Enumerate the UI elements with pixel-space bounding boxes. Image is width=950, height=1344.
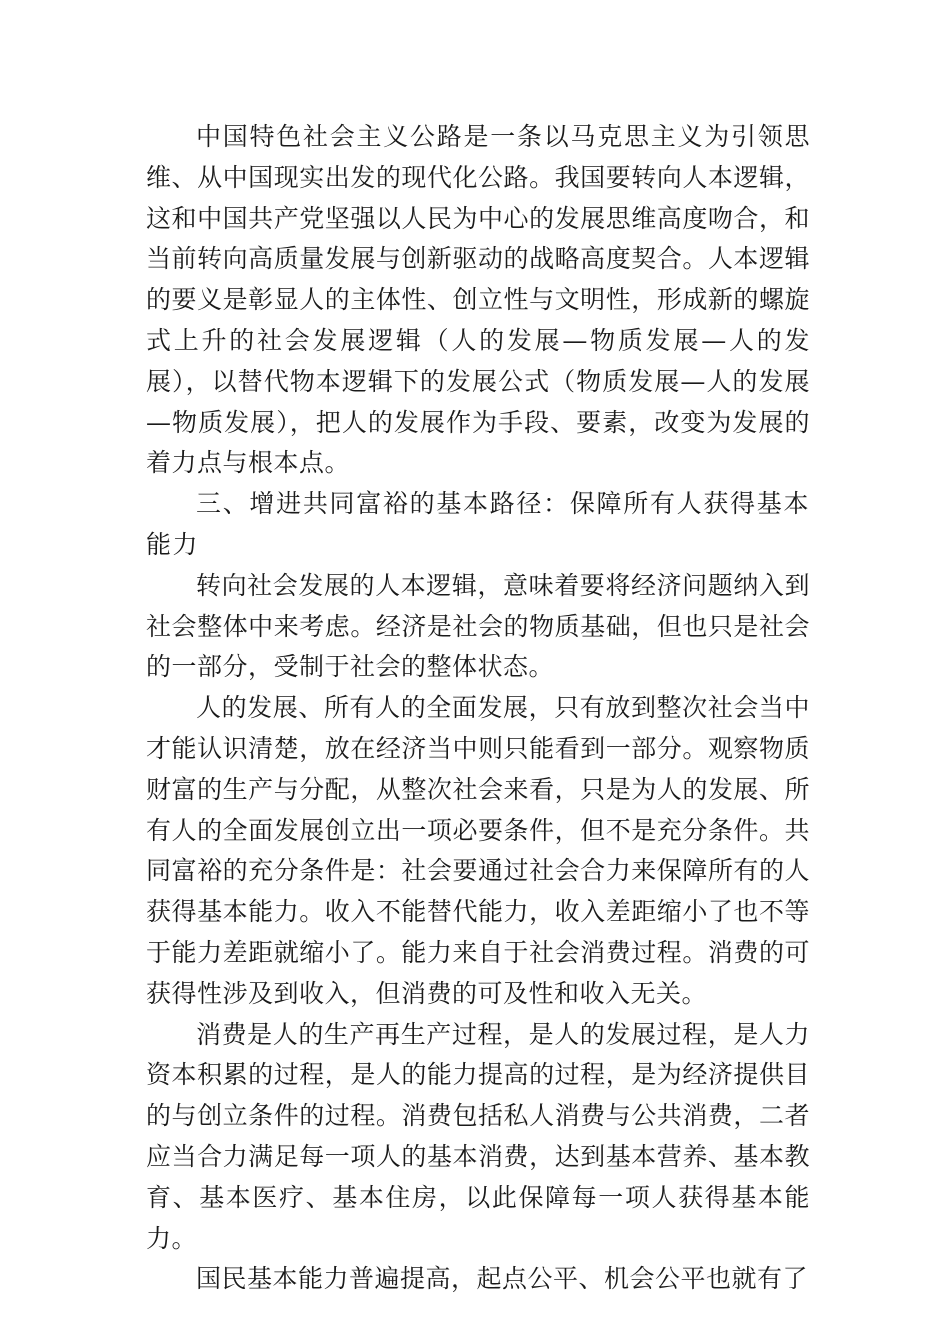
- paragraph-basic-capability: 国民基本能力普遍提高，起点公平、机会公平也就有了: [196, 1264, 809, 1294]
- paragraph-comprehensive-development: 人的发展、所有人的全面发展，只有放到整次社会当中才能认识清楚，放在经济当中则只能看到一部分。观察物质财富的生产与分配，从整次社会来看，只是为人的发展、所有人的全面发展创立出一项必要条件，但不是充分条件。共同富裕的充分条件是：社会要通过社会合力来保障所有的人获得基本能力。收入不能替代能力，收入差距缩小了也不等于能力差距就缩小了。能力来自于社会消费过程。消费的可获得性涉及到收入，但消费的可及性和收入无关。: [146, 693, 810, 1008]
- document-body: [146, 117, 810, 1300]
- paragraph-consumption: 消费是人的生产再生产过程，是人的发展过程，是人力资本积累的过程，是人的能力提高的过程，是为经济提供目的与创立条件的过程。消费包括私人消费与公共消费，二者应当合力满足每一项人的基本消费，达到基本营养、基本教育、基本医疗、基本住房，以此保障每一项人获得基本能力。: [146, 1019, 810, 1253]
- section-heading: 三、增进共同富裕的基本路径：保障所有人获得基本能力: [146, 489, 810, 559]
- paragraph-people-centered-logic: 中国特色社会主义公路是一条以马克思主义为引领思维、从中国现实出发的现代化公路。我国要转向人本逻辑，这和中国共产党坚强以人民为中心的发展思维高度吻合，和当前转向高质量发展与创新驱动的战略高度契合。人本逻辑的要义是彰显人的主体性、创立性与文明性，形成新的螺旋式上升的社会发展逻辑（人的发展—物质发展—人的发展），以替代物本逻辑下的发展公式（物质发展—人的发展—物质发展），把人的发展作为手段、要素，改变为发展的着力点与根本点。: [146, 122, 810, 478]
- paragraph-economy-in-society: 转向社会发展的人本逻辑，意味着要将经济问题纳入到社会整体中来考虑。经济是社会的物质基础，但也只是社会的一部分，受制于社会的整体状态。: [146, 570, 810, 682]
